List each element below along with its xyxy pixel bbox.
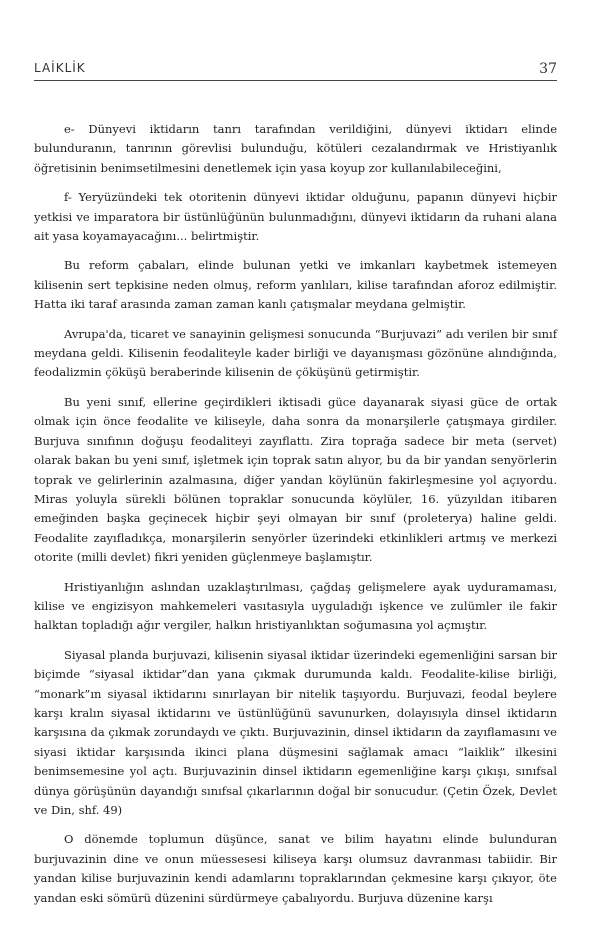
paragraph-new-class: Bu yeni sınıf, ellerine geçirdikleri iktisadi güce dayanarak siyasi güce de ortak olmak için önce feodalite ve kiliseyle, daha sonra da monarşilerle çatışmaya girdiler. Burjuva sınıfının doğuşu feodaliteyi zayıflattı. Zira toprağa sadece bir meta (servet) olarak bakan bu yeni sınıf, işletmek için toprak satın alıyor, bu da bir yandan senyörlerin toprak ve gelirlerinin azalmasına, diğer yandan köylünün fakirleşmesine yol açıyordu. Miras yoluyla sürekli bölünen topraklar sonucunda köylüler, 16. yüzyıldan itibaren emeğinden başka geçinecek hiçbir şeyi olmayan bir sınıf (proleterya) haline geldi. Feodalite zayıfladıkça, monarşilerin senyörler üzerindeki etkinlikleri artmış ve merkezi otorite (milli devlet) fikri yeniden güçlenmeye başlamıştır. (34, 394, 557, 565)
running-title: LAİKLİK (34, 61, 86, 75)
paragraph-political-plane: Siyasal planda burjuvazi, kilisenin siyasal iktidar üzerindeki egemenliğini sarsan bir biçimde “siyasal iktidar”dan yana çıkmak durumunda kaldı. Feodalite-kilise birliği, “monark”ın siyasal iktidarını sınırlayan bir nitelik taşıyordu. Burjuvazi, feodal beylere karşı kralın siyasal iktidarını ve üstünlüğünü savunurken, dolayısıyla dinsel iktidarın karşısına da çıkmak zorundaydı ve çıktı. Burjuvazinin, dinsel iktidarın da zayıflamasını ve siyasi iktidar karşısında ikinci plana düşmesini sağlamak amacı “laiklik” ilkesini benimsemesine yol açtı. Burjuvazinin dinsel iktidarın egemenliğine karşı çıkışı, sınıfsal dünya görüşünün dayandığı sınıfsal çıkarlarının doğal bir sonucudur. (Çetin Özek, Devlet ve Din, shf. 49) (34, 647, 557, 817)
paragraph-reform-reaction: Bu reform çabaları, elinde bulunan yetki ve imkanları kaybetmek istemeyen kilisenin sert tepkisine neden olmuş, reform yanlıları, kilise tarafından aforoz edilmiştir. Hatta iki taraf arasında zaman zaman kanlı çatışmalar meydana gelmiştir. (34, 258, 557, 312)
page-header (34, 58, 557, 81)
body-text (34, 120, 557, 918)
paragraph-christianity-decline: Hristiyanlığın aslından uzaklaştırılması, çağdaş gelişmelere ayak uyduramaması, kilise ve engizisyon mahkemeleri vasıtasıyla uyguladığı işkence ve zulümler ile fakir halktan topladığı ağır vergiler, halkın hristiyanlıktan soğumasına yol açmıştır. (34, 579, 557, 633)
page-number: 37 (539, 61, 557, 77)
paragraph-item-f: f- Yeryüzündeki tek otoritenin dünyevi iktidar olduğunu, papanın dünyevi hiçbir yetkisi ve imparatora bir üstünlüğünün bulunmadığını, dünyevi iktidarın da ruhani alana ait yasa koyamayacağını... belirtmiştir. (34, 190, 557, 244)
paragraph-bourgeoisie-rise: Avrupa'da, ticaret ve sanayinin gelişmesi sonucunda “Burjuvazi” adı verilen bir sınıf meydana geldi. Kilisenin feodaliteyle kader birliği ve dayanışması gözönüne alındığında, feodalizmin çöküşü beraberinde kilisenin de çöküşünü getirmiştir. (34, 326, 557, 380)
paragraph-item-e: e- Dünyevi iktidarın tanrı tarafından verildiğini, dünyevi iktidarı elinde bulunduranın, tanrının görevlisi bulunduğu, kötüleri cezalandırmak ve Hristiyanlık öğretisinin benimsetilmesini denetlemek için yasa koyup zor kullanılabileceğini, (34, 122, 557, 175)
paragraph-that-period: O dönemde toplumun düşünce, sanat ve bilim hayatını elinde bulunduran burjuvazinin dine ve onun müessesesi kiliseya karşı olumsuz davranması tabiidir. Bir yandan kilise burjuvazinin kendi adamlarını topraklarından çekmesine karşı çıkıyor, öte yandan eski sömürü düzenini sürdürmeye çabalıyordu. Burjuva düzenine karşı (34, 832, 557, 905)
